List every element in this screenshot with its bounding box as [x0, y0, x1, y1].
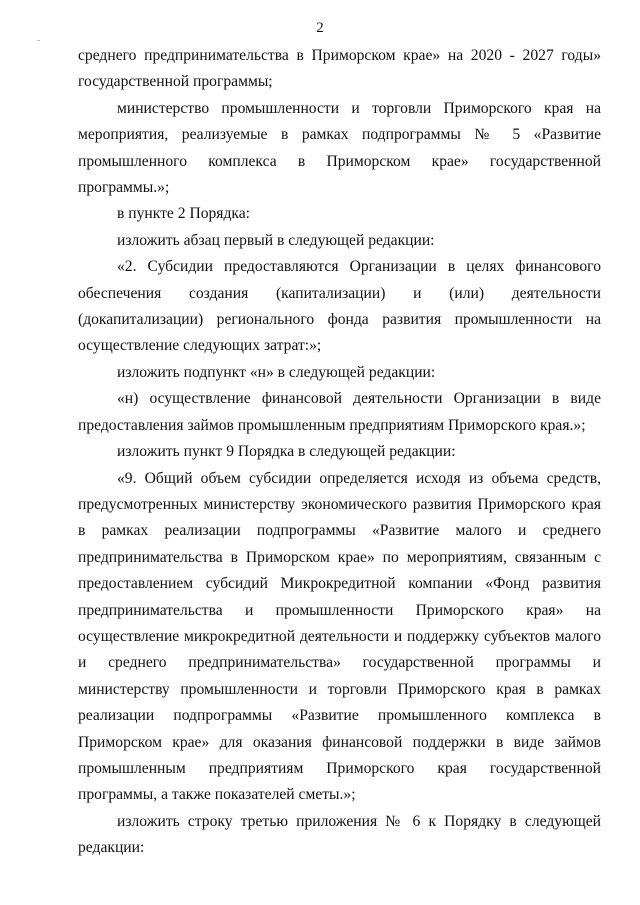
paragraph-continuation: среднего предпринимательства в Приморском крае» на 2020 - 2027 годы» государственной программы;: [78, 47, 601, 91]
paragraph-clause-2-text: «2. Субсидии предоставляются Организации в целях финансового обеспечения создания (капитализации) и (или) деятельности (докапитализации) регионального фонда развития промышленности на осуществление следующих затрат:»;: [78, 258, 601, 355]
scan-speck: [37, 40, 40, 41]
paragraph-subclause-n-text: «н) осуществление финансовой деятельности Организации в виде предоставления займов промышленным предприятиям Приморского края.»;: [78, 390, 601, 434]
paragraph-appendix-6-instruction: изложить строку третью приложения № 6 к Порядку в следующей редакции:: [78, 812, 601, 857]
paragraph-subclause-n-instruction: изложить подпункт «н» в следующей редакции:: [117, 363, 436, 381]
page-number: 2: [316, 20, 324, 36]
document-body: [78, 43, 601, 862]
paragraph-clause-2-intro: в пункте 2 Порядка:: [117, 205, 251, 223]
paragraph-clause-9-instruction: изложить пункт 9 Порядка в следующей редакции:: [117, 443, 456, 461]
paragraph-first-paragraph-instruction: изложить абзац первый в следующей редакции:: [117, 231, 435, 249]
paragraph-clause-9-text: «9. Общий объем субсидии определяется исходя из объема средств, предусмотренных министерству экономического развития Приморского края в рамках реализации подпрограммы «Развитие малого и среднего предпринимательства в Приморском крае» по мероприятиям, связанным с предоставлением субсидий Микрокредитной компании «Фонд развития предпринимательства и промышленности Приморского края» на осуществление микрокредитной деятельности и поддержку субъектов малого и среднего предпринимательства» государственной программы и министерству промышленности и торговли Приморского края в рамках реализации подпрограммы «Развитие промышленного комплекса в Приморском крае» для оказания финансовой поддержки в виде займов промышленным предприятиям Приморского края государственной программы, а также показателей сметы.»;: [78, 469, 601, 804]
paragraph-ministry-industry: министерство промышленности и торговли Приморского края на мероприятия, реализуемые в рамках подпрограммы № 5 «Развитие промышленного комплекса в Приморском крае» государственной программы.»;: [78, 99, 601, 197]
